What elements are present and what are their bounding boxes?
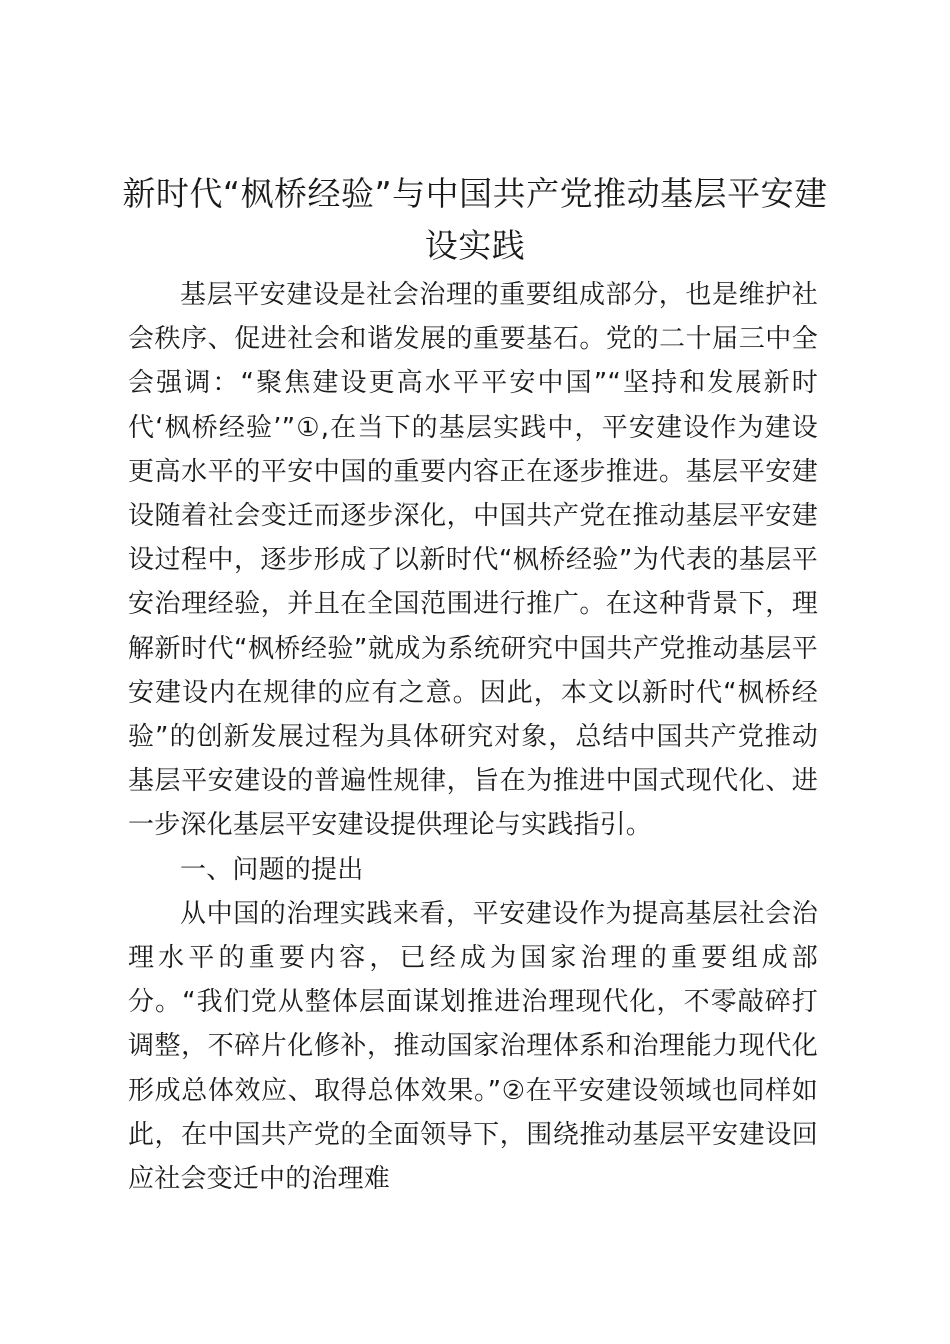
document-body — [128, 273, 818, 1201]
section-heading: 一、问题的提出 — [180, 854, 364, 885]
section-paragraph: 从中国的治理实践来看，平安建设作为提高基层社会治理水平的重要内容，已经成为国家治理的重要组成部分。“我们党从整体层面谋划推进治理现代化，不零敲碎打调整，不碎片化修补，推动国家治理体系和治理能力现代化形成总体效应、取得总体效果。”②在平安建设领域也同样如此，在中国共产党的全面领导下，围绕推动基层平安建设回应社会变迁中的治理难 — [128, 898, 818, 1195]
intro-paragraph: 基层平安建设是社会治理的重要组成部分，也是维护社会秩序、促进社会和谐发展的重要基石。党的二十届三中全会强调：“聚焦建设更高水平平安中国”“坚持和发展新时代‘枫桥经验’”①,在当下的基层实践中，平安建设作为建设更高水平的平安中国的重要内容正在逐步推进。基层平安建设随着社会变迁而逐步深化，中国共产党在推动基层平安建设过程中，逐步形成了以新时代“枫桥经验”为代表的基层平安治理经验，并且在全国范围进行推广。在这种背景下，理解新时代“枫桥经验”就成为系统研究中国共产党推动基层平安建设内在规律的应有之意。因此，本文以新时代“枫桥经验”的创新发展过程为具体研究对象，总结中国共产党推动基层平安建设的普遍性规律，旨在为推进中国式现代化、进一步深化基层平安建设提供理论与实践指引。 — [128, 280, 818, 841]
document-title: 新时代“枫桥经验”与中国共产党推动基层平安建设实践 — [122, 174, 828, 265]
